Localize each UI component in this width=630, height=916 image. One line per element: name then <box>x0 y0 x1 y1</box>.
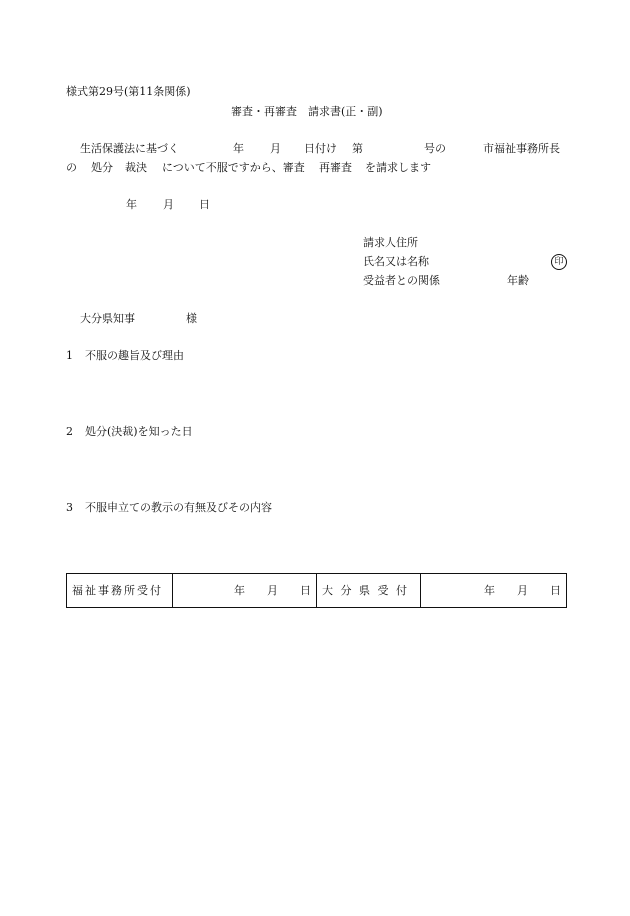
section-2-heading: 処分(決裁)を知った日 <box>85 425 193 438</box>
addressee-title: 大分県知事 <box>80 312 135 325</box>
seal-mark: 印 <box>551 254 567 270</box>
section-3-heading: 不服申立ての教示の有無及びその内容 <box>85 501 272 514</box>
section-1-heading: 不服の趣旨及び理由 <box>85 349 184 362</box>
body-no: の <box>66 161 77 174</box>
applicant-age-label: 年齢 <box>507 274 529 287</box>
body-go-no: 号の <box>424 142 446 155</box>
body-shobun: 処分 <box>91 161 113 174</box>
section-1-number: 1 <box>66 349 73 362</box>
body-dai: 第 <box>352 142 363 155</box>
office-receipt-date: 年 月 日 <box>173 574 317 608</box>
body-prefix: 生活保護法に基づく <box>80 142 179 155</box>
body-middle: について不服ですから、審査 <box>162 161 305 174</box>
pref-receipt-date: 年 月 日 <box>421 574 567 608</box>
body-saishinsa: 再審査 <box>319 161 352 174</box>
body-month-unit: 月 <box>270 142 281 155</box>
form-title: 審査・再審査 請求書(正・副) <box>231 105 383 118</box>
form-number: 様式第29号(第11条関係) <box>66 85 191 98</box>
pref-receipt-label: 大 分 県 受 付 <box>317 574 421 608</box>
applicant-relation-label: 受益者との関係 <box>363 274 440 287</box>
body-year-unit: 年 <box>233 142 244 155</box>
body-office-head: 市福祉事務所長 <box>483 142 560 155</box>
addressee-honorific: 様 <box>186 312 197 325</box>
body-suffix: を請求します <box>365 161 431 174</box>
applicant-name-label: 氏名又は名称 <box>363 255 429 268</box>
applicant-address-label: 請求人住所 <box>363 236 418 249</box>
date-month-unit: 月 <box>163 198 174 211</box>
date-year-unit: 年 <box>126 198 137 211</box>
receipt-row <box>67 574 567 608</box>
body-saiketsu: 裁決 <box>125 161 147 174</box>
body-day-dated: 日付け <box>304 142 337 155</box>
date-day-unit: 日 <box>199 198 210 211</box>
office-receipt-label: 福祉事務所受付 <box>67 574 173 608</box>
section-3-number: 3 <box>66 501 73 514</box>
receipt-table <box>66 573 567 608</box>
section-2-number: 2 <box>66 425 73 438</box>
